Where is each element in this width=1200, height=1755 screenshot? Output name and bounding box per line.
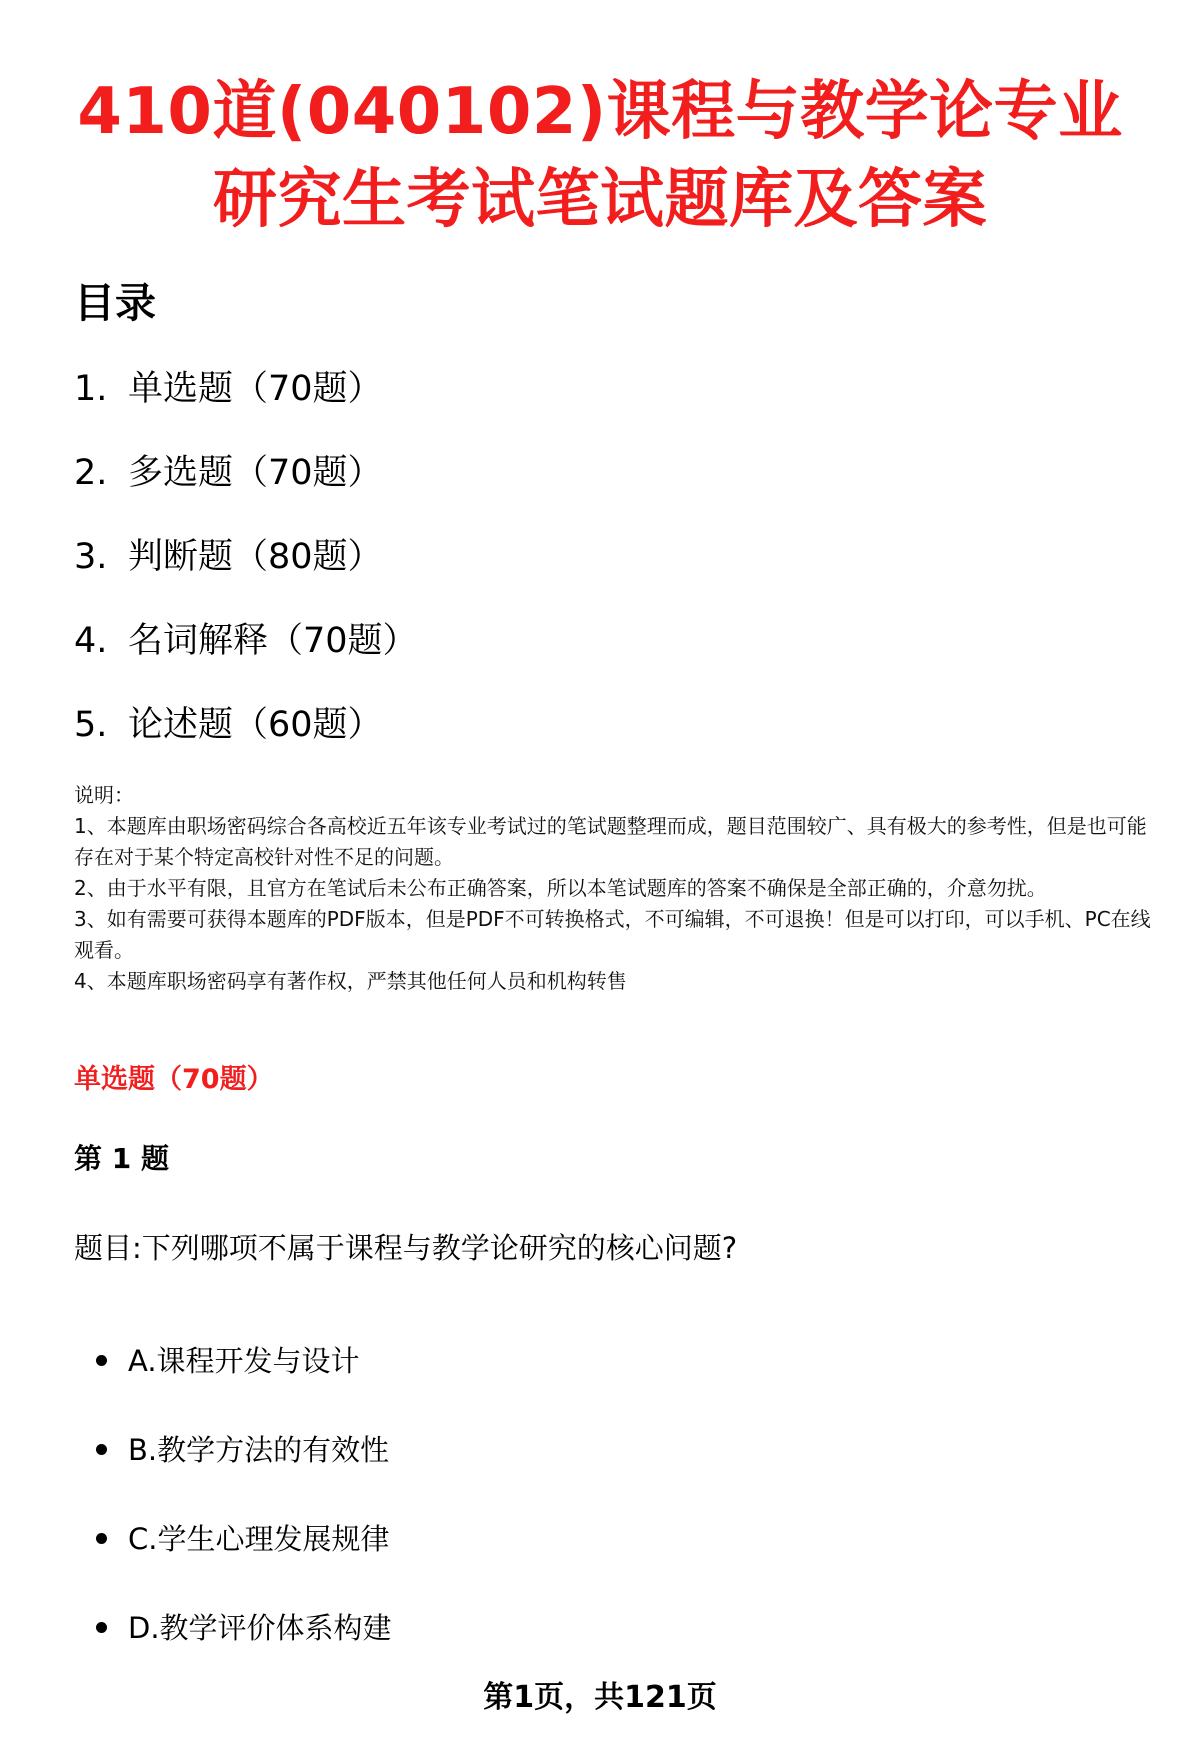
toc-item-label: 单选题（70题）: [128, 369, 383, 409]
option-label: C.学生心理发展规律: [128, 1521, 390, 1556]
option-label: B.教学方法的有效性: [128, 1432, 390, 1467]
toc-item-label: 论述题（60题）: [128, 705, 383, 745]
toc-item-number: 3.: [74, 537, 108, 577]
notes-line: 4、本题库职场密码享有著作权，严禁其他任何人员和机构转售: [74, 969, 627, 993]
toc-item-single-choice: [74, 362, 418, 446]
toc-item-number: 1.: [74, 369, 108, 409]
toc-item-number: 5.: [74, 705, 108, 745]
bullet-icon: [96, 1533, 107, 1544]
toc-item-true-false: [74, 530, 418, 614]
option-b: [96, 1405, 392, 1494]
document-title: [40, 68, 1160, 244]
bullet-icon: [96, 1622, 107, 1633]
toc-heading: 目录: [74, 279, 156, 327]
option-a: [96, 1316, 392, 1405]
notes-line: 3、如有需要可获得本题库的PDF版本，但是PDF不可转换格式，不可编辑，不可退换！但是可以打印，可以手机、PC在线观看。: [74, 907, 1151, 962]
notes-line: 1、本题库由职场密码综合各高校近五年该专业考试过的笔试题整理而成，题目范围较广、具有极大的参考性，但是也可能存在对于某个特定高校针对性不足的问题。: [74, 814, 1147, 869]
toc-item-number: 4.: [74, 621, 108, 661]
option-d: [96, 1583, 392, 1672]
notes-block: [74, 780, 1164, 997]
toc-item-term-explanation: [74, 614, 418, 698]
option-c: [96, 1494, 392, 1583]
toc-item-essay: [74, 698, 418, 782]
toc-list: [74, 362, 418, 782]
notes-line: 2、由于水平有限，且官方在笔试后未公布正确答案，所以本笔试题库的答案不确保是全部正确的，介意勿扰。: [74, 876, 1047, 900]
question-options: [96, 1316, 392, 1672]
question-text: 题目:下列哪项不属于课程与教学论研究的核心问题?: [74, 1231, 738, 1265]
bullet-icon: [96, 1444, 107, 1455]
toc-item-label: 名词解释（70题）: [128, 621, 418, 661]
page-footer: 第1页，共121页: [483, 1680, 717, 1715]
question-number: 第 1 题: [74, 1142, 169, 1175]
toc-item-multiple-choice: [74, 446, 418, 530]
document-title-line-1: 410道(040102)课程与教学论专业: [77, 75, 1123, 149]
section-title: 单选题（70题）: [74, 1064, 274, 1095]
toc-item-number: 2.: [74, 453, 108, 493]
notes-heading: 说明：: [74, 783, 134, 807]
document-title-line-2: 研究生考试笔试题库及答案: [213, 163, 987, 237]
toc-item-label: 判断题（80题）: [128, 537, 383, 577]
option-label: D.教学评价体系构建: [128, 1610, 392, 1645]
bullet-icon: [96, 1355, 107, 1366]
toc-item-label: 多选题（70题）: [128, 453, 383, 493]
option-label: A.课程开发与设计: [128, 1343, 360, 1378]
